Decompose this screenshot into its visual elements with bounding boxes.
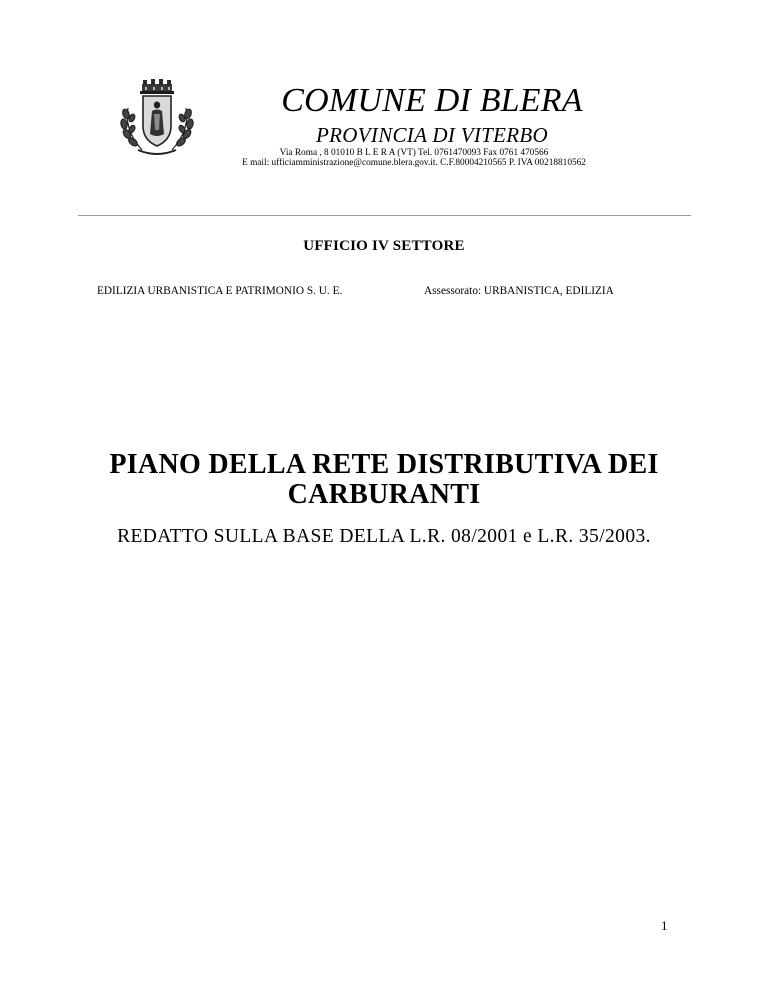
document-title-line-2: CARBURANTI <box>287 479 481 510</box>
contact-line: E mail: ufficiamministrazione@comune.blera.gov.it. C.F.80004210565 P. IVA 00218810562 <box>242 158 586 168</box>
town-name: COMUNE DI BLERA <box>281 82 583 119</box>
assessorato-label: Assessorato: URBANISTICA, EDILIZIA <box>424 285 614 297</box>
document-title <box>0 450 768 510</box>
address-line: Via Roma , 8 01010 B L E R A (VT) Tel. 0761470093 Fax 0761 470566 <box>279 148 549 158</box>
page-number: 1 <box>661 918 668 933</box>
office-name: UFFICIO IV SETTORE <box>303 238 465 254</box>
header-divider <box>78 215 691 216</box>
document-subtitle: REDATTO SULLA BASE DELLA L.R. 08/2001 e L.R. 35/2003. <box>117 526 651 547</box>
department-label: EDILIZIA URBANISTICA E PATRIMONIO S. U. E. <box>97 285 343 297</box>
province-name: PROVINCIA DI VITERBO <box>316 123 548 147</box>
document-title-line-1: PIANO DELLA RETE DISTRIBUTIVA DEI <box>109 449 659 480</box>
